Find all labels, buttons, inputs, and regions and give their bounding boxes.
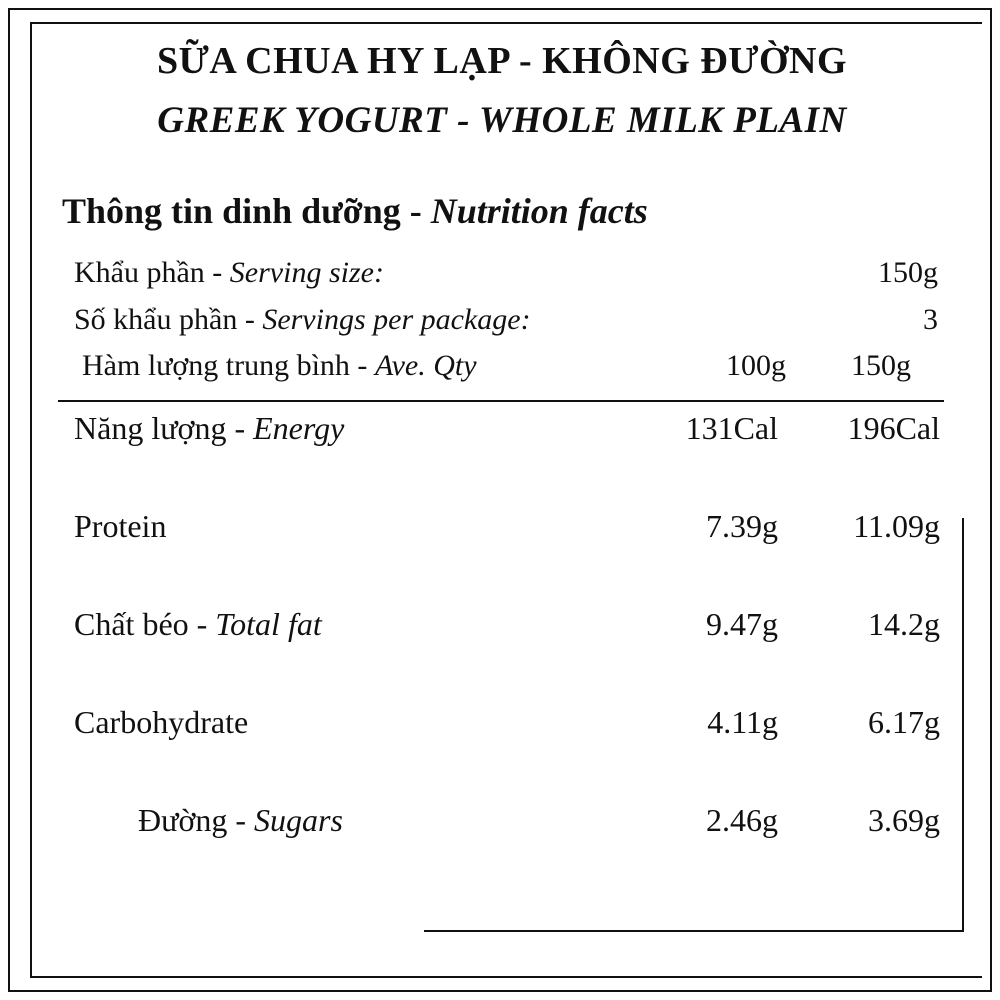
nutrient-name [66, 802, 643, 839]
nutrient-value-150g: 196Cal [847, 409, 940, 446]
values-vertical-rule [962, 518, 964, 930]
nutrient-value-100g: 7.39g [706, 507, 778, 544]
nutrition-facts-heading-vi: Thông tin dinh dưỡng - [62, 191, 431, 232]
nutrient-name-en: Sugars [254, 801, 343, 838]
nutrient-value-100g: 131Cal [685, 409, 778, 446]
serving-size-label-en: Serving size: [229, 256, 384, 290]
table-row [66, 508, 946, 606]
servings-per-package-label [74, 297, 818, 344]
nutrient-name [66, 410, 643, 447]
nutrient-value-150g: 6.17g [868, 703, 940, 740]
table-row [66, 606, 946, 704]
nutrient-name-en: Total fat [215, 605, 322, 642]
nutrient-value-150g: 11.09g [853, 507, 940, 544]
nutrient-name-vi: Carbohydrate [74, 703, 249, 740]
nutrition-facts-heading-en: Nutrition facts [430, 191, 648, 232]
serving-size-label [74, 250, 818, 297]
average-quantity-label [82, 343, 696, 390]
serving-size-row [74, 250, 946, 297]
table-row [66, 802, 946, 900]
average-quantity-label-en: Ave. Qty [374, 349, 477, 383]
nutrient-name-en: Energy [253, 409, 345, 446]
nutrient-name [66, 606, 643, 643]
nutrition-facts-heading [62, 190, 952, 232]
column-header-150g: 150g [851, 349, 911, 383]
nutrient-name [66, 704, 643, 741]
nutrient-table [52, 410, 952, 900]
product-title-en: GREEK YOGURT - WHOLE MILK PLAIN [157, 99, 847, 141]
nutrient-name-vi: Năng lượng - [74, 409, 254, 446]
servings-per-package-value: 3 [923, 302, 938, 336]
label-content [52, 34, 952, 900]
servings-per-package-label-en: Servings per package: [262, 302, 531, 336]
table-row [66, 410, 946, 508]
nutrient-value-150g: 3.69g [868, 801, 940, 838]
values-bottom-rule [424, 930, 964, 932]
nutrient-value-100g: 4.11g [707, 703, 778, 740]
product-title-vi: SỮA CHUA HY LẠP - KHÔNG ĐƯỜNG [156, 40, 848, 82]
nutrient-value-100g: 9.47g [706, 605, 778, 642]
serving-information [52, 250, 952, 390]
column-header-100g: 100g [726, 349, 786, 383]
average-quantity-label-vi: Hàm lượng trung bình - [82, 349, 375, 383]
serving-size-label-vi: Khẩu phần - [74, 256, 230, 290]
nutrient-value-100g: 2.46g [706, 801, 778, 838]
serving-size-value: 150g [878, 256, 938, 290]
average-quantity-header-row [74, 343, 946, 390]
servings-per-package-row [74, 297, 946, 344]
header-divider [58, 400, 944, 402]
nutrient-name [66, 508, 643, 545]
servings-per-package-label-vi: Số khẩu phần - [74, 302, 263, 336]
table-row [66, 704, 946, 802]
nutrient-name-vi: Chất béo - [74, 605, 216, 642]
nutrient-name-vi: Đường - [138, 801, 255, 838]
nutrient-name-vi: Protein [74, 507, 167, 544]
nutrient-value-150g: 14.2g [868, 605, 940, 642]
